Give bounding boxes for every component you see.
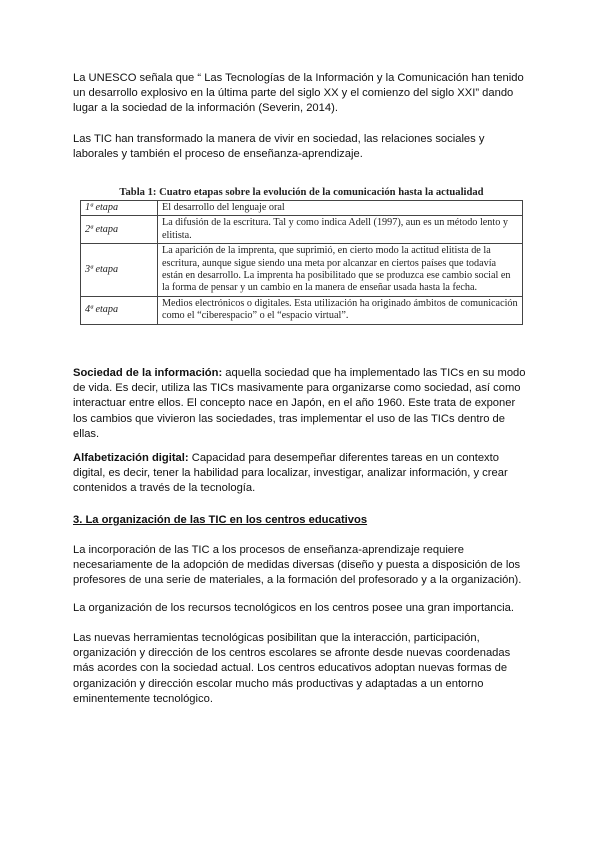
table-row <box>81 244 523 297</box>
stage-description: La difusión de la escritura. Tal y como indica Adell (1997), aun es un método lento y elitista. <box>158 216 523 244</box>
stage-description: El desarrollo del lenguaje oral <box>158 201 523 216</box>
stage-label: 3ª etapa <box>81 244 158 297</box>
section-heading: 3. La organización de las TIC en los centros educativos <box>73 514 368 526</box>
stages-table-figure <box>80 187 523 325</box>
section-paragraph-2: La organización de los recursos tecnológicos en los centros posee una gran importancia. <box>73 602 514 614</box>
table-row <box>81 216 523 244</box>
section-paragraph-1: La incorporación de las TIC a los procesos de enseñanza-aprendizaje requiere necesariamente de la adopción de medidas diversas (diseño y puesta a disposición de los profesores de una serie de materiales, a la formación del profesorado y a la organización). <box>73 544 522 587</box>
stage-label: 4ª etapa <box>81 296 158 324</box>
stage-label: 2ª etapa <box>81 216 158 244</box>
intro-paragraph-tic: Las TIC han transformado la manera de vivir en sociedad, las relaciones sociales y laborales y también el proceso de enseñanza-aprendizaje. <box>73 133 485 161</box>
stage-description: La aparición de la imprenta, que suprimió, en cierto modo la actitud elitista de la escritura, aunque sigue siendo una meta por alcanzar en ciertos países que todavía están en desarrollo. La imprenta ha posibilitado que se produzca ese cambio social en la forma de pensar y un cambio en la manera de enseñar usada hasta la fecha. <box>158 244 523 297</box>
table-row <box>81 296 523 324</box>
definition-text: Capacidad para desempeñar diferentes tareas en un contexto digital, es decir, tener la habilidad para localizar, investigar, analizar información, y crear contenidos a través de la tecnología. <box>73 452 508 495</box>
section-paragraph-3: Las nuevas herramientas tecnológicas posibilitan que la interacción, participación, organización y dirección de los centros escolares se afronte desde nuevas coordenadas más acordes con la sociedad actual. Los centros educativos adoptan nuevas formas de organización y dirección escolar mucho más productivas y adaptadas a un entorno eminentemente tecnológico. <box>73 632 511 705</box>
stage-description: Medios electrónicos o digitales. Esta utilización ha originado ámbitos de comunicación como el “ciberespacio” o el “espacio virtual”. <box>158 296 523 324</box>
intro-paragraph-unesco: La UNESCO señala que “ Las Tecnologías de la Información y la Comunicación han tenido un desarrollo explosivo en la última parte del siglo XX y el comienzo del siglo XXI” dando lugar a la sociedad de la información (Severin, 2014). <box>73 72 524 115</box>
table-caption: Tabla 1: Cuatro etapas sobre la evolución de la comunicación hasta la actualidad <box>119 187 484 198</box>
stages-table <box>80 200 523 325</box>
definition-term: Alfabetización digital: <box>73 452 189 464</box>
definition-term: Sociedad de la información: <box>73 367 223 379</box>
definition-alfabetizacion <box>73 451 528 497</box>
table-row <box>81 201 523 216</box>
definition-text: aquella sociedad que ha implementado las TICs en su modo de vida. Es decir, utiliza las TICs masivamente para organizarse como sociedad, así como interactuar entre ellos. El concepto nace en Japón, en el año 1960. Este trata de exponer los cambios que vivieron las sociedades, tras implementar el uso de las TICs dentro de ellas. <box>73 367 526 440</box>
definition-sociedad <box>73 366 528 442</box>
stage-label: 1ª etapa <box>81 201 158 216</box>
